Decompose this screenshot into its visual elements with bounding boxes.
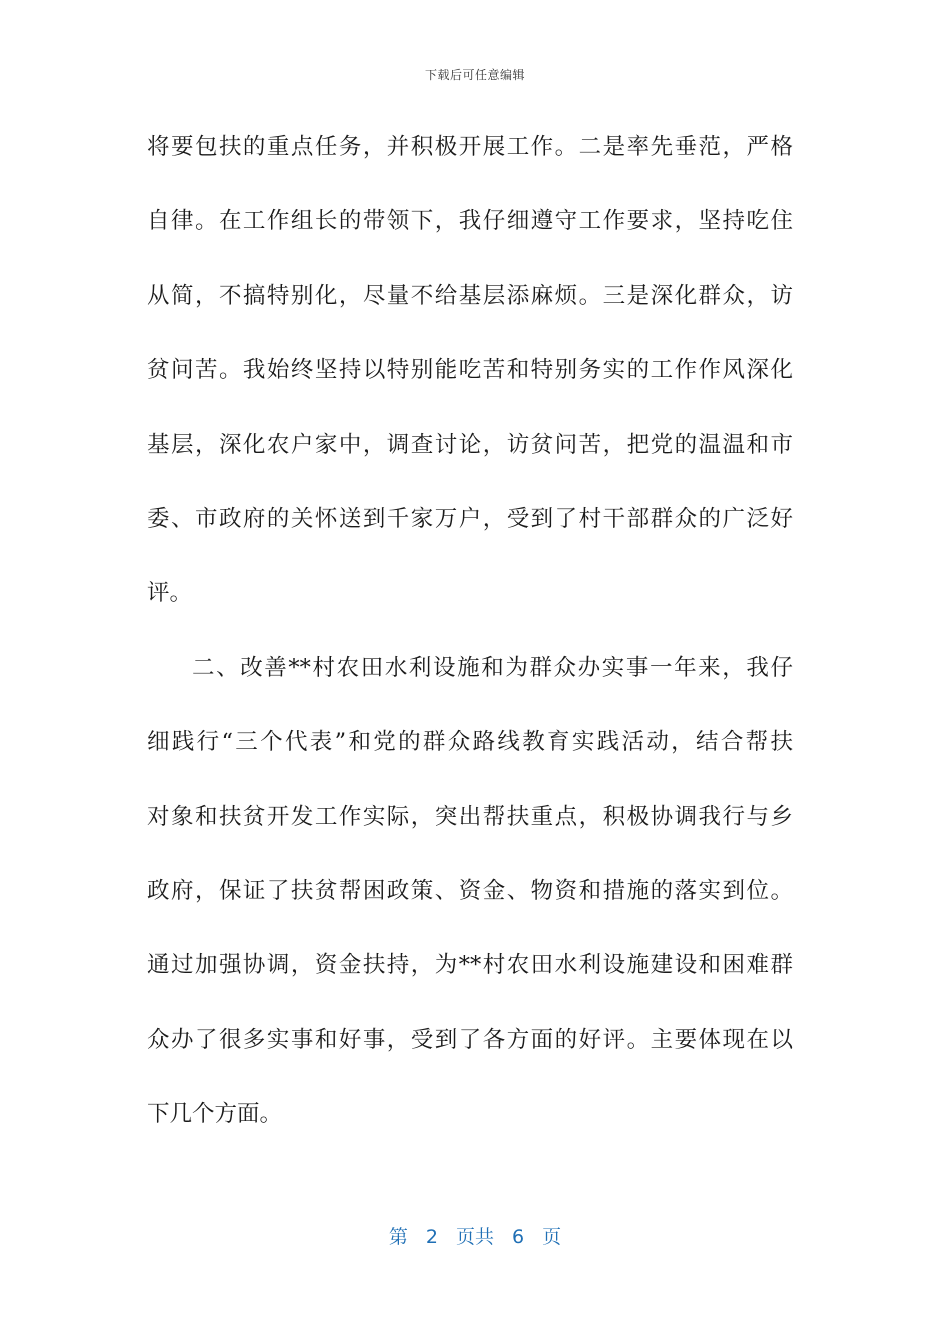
- document-body: [147, 120, 793, 1161]
- paragraph-1: [147, 120, 793, 641]
- text-line: 二、改善**村农田水利设施和为群众办实事一年来，我仔: [192, 654, 793, 681]
- paragraph-2: [147, 641, 793, 1162]
- text-line: 下几个方面。: [147, 1101, 283, 1128]
- text-line: 基层，深化农户家中，调查讨论，访贫问苦，把党的温温和市: [147, 431, 793, 458]
- page-label: 第: [388, 1226, 408, 1248]
- text-line: 自律。在工作组长的带领下，我仔细遵守工作要求，坚持吃住: [147, 208, 793, 235]
- text-line: 委、市政府的关怀送到千家万户，受到了村干部群众的广泛好: [147, 505, 793, 532]
- total-pages-number: 6: [512, 1226, 525, 1248]
- text-line: 贫问苦。我始终坚持以特别能吃苦和特别务实的工作作风深化: [147, 357, 793, 384]
- text-line: 评。: [147, 580, 193, 607]
- text-line: 对象和扶贫开发工作实际，突出帮扶重点，积极协调我行与乡: [147, 803, 793, 830]
- text-line: 众办了很多实事和好事，受到了各方面的好评。主要体现在以: [147, 1026, 793, 1053]
- current-page-number: 2: [425, 1226, 438, 1248]
- page-end-label: 页: [542, 1226, 562, 1248]
- text-line: 政府，保证了扶贫帮困政策、资金、物资和措施的落实到位。: [147, 877, 793, 904]
- text-line: 从简，不搞特别化，尽量不给基层添麻烦。三是深化群众，访: [147, 282, 793, 309]
- text-line: 细践行“三个代表”和党的群众路线教育实践活动，结合帮扶: [147, 729, 793, 756]
- page-footer: [0, 1222, 950, 1249]
- page-header: 下载后可任意编辑: [424, 68, 525, 82]
- page-separator: 页共: [455, 1226, 494, 1248]
- text-line: 通过加强协调，资金扶持，为**村农田水利设施建设和困难群: [147, 952, 793, 979]
- text-line: 将要包扶的重点任务，并积极开展工作。二是率先垂范，严格: [147, 134, 793, 160]
